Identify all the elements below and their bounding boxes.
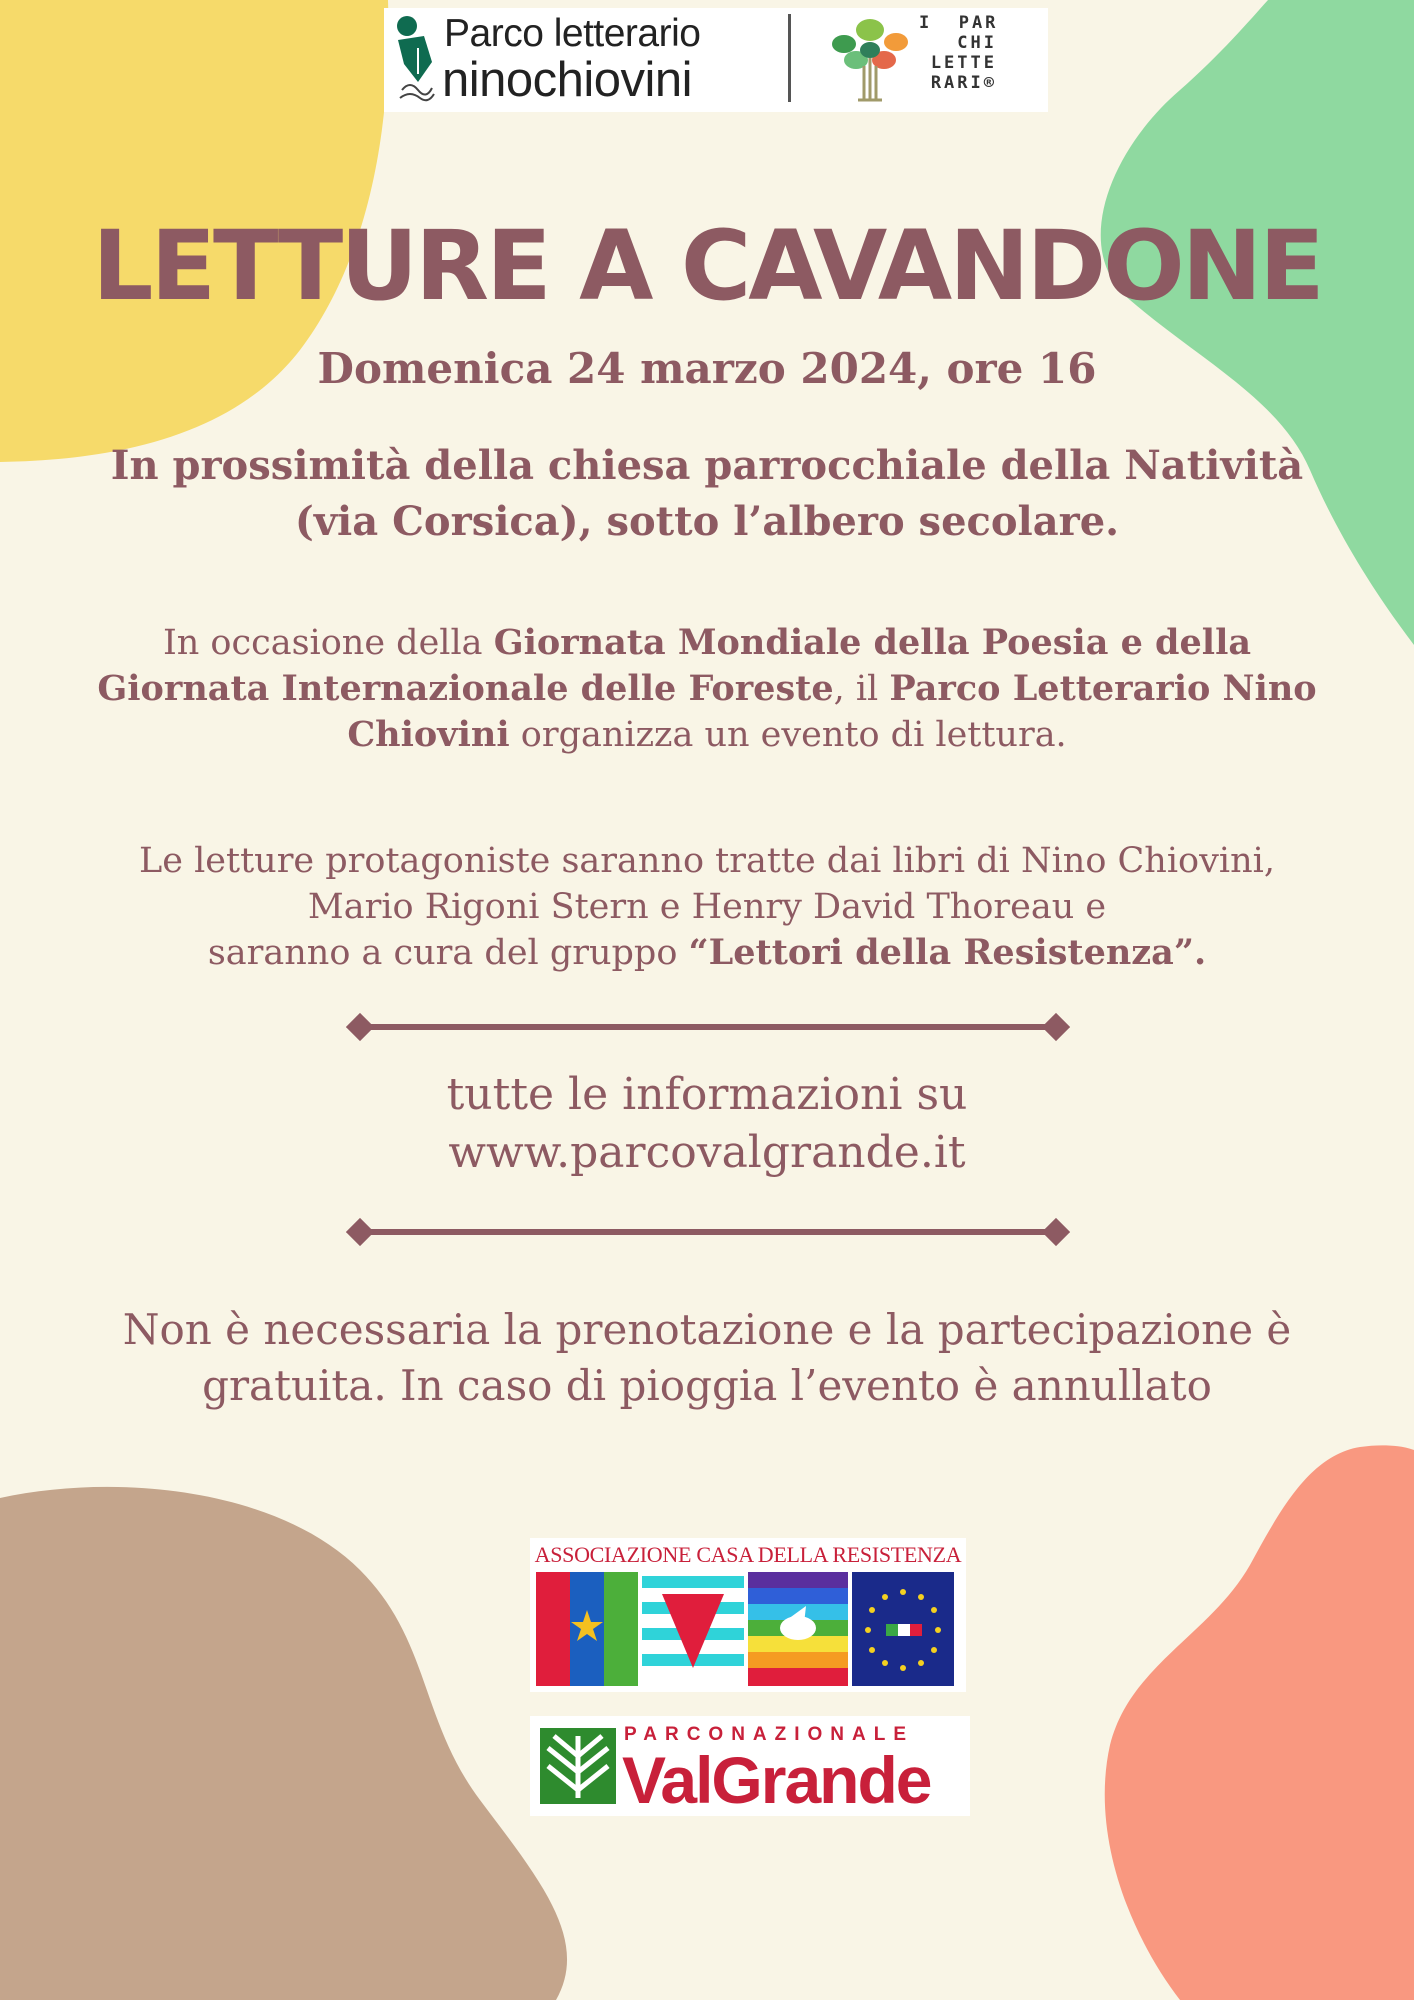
valgrande-logo: [530, 1716, 970, 1816]
intro-text: organizza un evento di lettura.: [509, 715, 1067, 755]
event-location: [0, 438, 1414, 550]
tree-icon: [824, 12, 916, 104]
note-line-2: gratuita. In caso di pioggia l’evento è annullato: [202, 1361, 1212, 1410]
divider-bottom: [346, 1217, 1070, 1247]
location-line-1: In prossimità della chiesa parrocchiale della Natività: [110, 442, 1304, 489]
intro-park: Parco Letterario Nino Chiovini: [347, 668, 1317, 755]
green-blob: [1080, 0, 1414, 650]
valgrande-subtitle: PARCONAZIONALE: [624, 1724, 915, 1745]
note-line-1: Non è necessaria la prenotazione e la partecipazione è: [122, 1305, 1292, 1354]
divider-top: [346, 1012, 1070, 1042]
logo-divider: [788, 14, 791, 102]
salmon-blob: [1100, 1445, 1414, 2000]
fountain-pen-icon: [392, 12, 440, 108]
booking-note: [0, 1302, 1414, 1414]
valgrande-name: ValGrande: [622, 1743, 931, 1817]
readers-paragraph: [0, 838, 1414, 976]
location-line-2: (via Corsica), sotto l’albero secolare.: [294, 498, 1120, 545]
leaf-emblem-icon: [540, 1728, 616, 1804]
logo-parchi-letterari: I PAR CHI LETTE RARI®: [919, 13, 999, 93]
info-label: tutte le informazioni su: [446, 1069, 968, 1120]
header-logo-strip: [384, 8, 1048, 112]
logo-parco-letterario: Parco letterario: [444, 12, 701, 55]
readers-text: saranno a cura del gruppo: [207, 933, 689, 973]
readers-line-2: Mario Rigoni Stern e Henry David Thoreau e: [307, 887, 1107, 927]
intro-paragraph: [0, 620, 1414, 758]
associazione-name: ASSOCIAZIONE CASA DELLA RESISTENZA: [534, 1542, 962, 1567]
info-url-link[interactable]: www.parcovalgrande.it: [448, 1127, 966, 1178]
associazione-logo: [530, 1538, 966, 1692]
readers-group: “Lettori della Resistenza”.: [688, 932, 1207, 973]
intro-text: In occasione della: [162, 623, 494, 663]
event-date: Domenica 24 marzo 2024, ore 16: [317, 344, 1097, 393]
flags-icon: [536, 1572, 960, 1686]
brown-blob: [0, 1480, 580, 2000]
readers-line-3: [0, 930, 1414, 976]
intro-days: Giornata Mondiale della Poesia e della Giornata Internazionale delle Foreste: [97, 622, 1252, 709]
intro-text: , il: [833, 669, 890, 709]
logo-nino-chiovini: ninochiovini: [442, 53, 693, 107]
readers-line-1: Le letture protagoniste saranno tratte dai libri di Nino Chiovini,: [139, 841, 1275, 881]
event-title: LETTURE A CAVANDONE: [92, 210, 1322, 322]
